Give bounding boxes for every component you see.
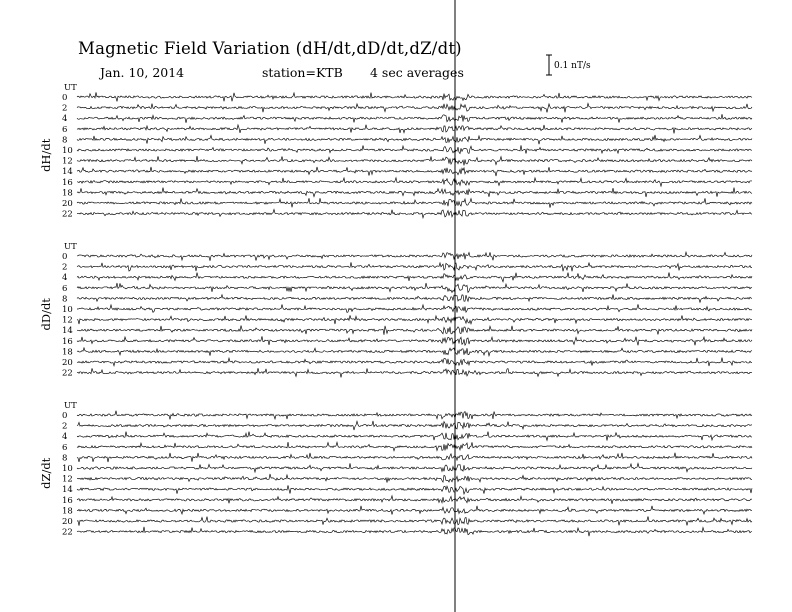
row-tick-label: 14 xyxy=(62,167,73,178)
trace-line xyxy=(77,368,752,377)
trace-line xyxy=(77,516,752,525)
row-tick-label: 22 xyxy=(62,368,73,379)
trace-line xyxy=(77,453,752,462)
station-label: station=KTB xyxy=(262,65,343,80)
row-tick-label: 22 xyxy=(62,209,73,220)
row-tick-label: 20 xyxy=(62,199,73,209)
trace-line xyxy=(77,496,752,504)
row-tick-label: 2 xyxy=(62,262,68,273)
ut-label: UT xyxy=(64,83,77,93)
row-tick-label: 0 xyxy=(62,252,68,262)
trace-line xyxy=(77,273,752,282)
trace-line xyxy=(77,442,752,451)
trace-line xyxy=(77,167,752,176)
trace-line xyxy=(77,295,752,303)
ut-label: UT xyxy=(64,242,77,252)
trace-line xyxy=(77,114,752,123)
trace-line xyxy=(77,178,752,186)
row-tick-label: 10 xyxy=(62,146,73,156)
row-tick-label: 6 xyxy=(62,124,68,135)
row-tick-label: 12 xyxy=(62,156,73,167)
row-tick-label: 4 xyxy=(62,273,68,284)
row-tick-label: 0 xyxy=(62,93,68,103)
trace-line xyxy=(77,326,752,335)
trace-line xyxy=(77,474,752,483)
row-tick-label: 22 xyxy=(62,527,73,538)
trace-line xyxy=(77,527,752,536)
date-label: Jan. 10, 2014 xyxy=(100,65,185,80)
ut-label: UT xyxy=(64,401,77,411)
trace-line xyxy=(77,315,752,324)
row-tick-label: 20 xyxy=(62,358,73,368)
trace-line xyxy=(77,156,752,165)
trace-line xyxy=(77,463,752,472)
row-tick-label: 14 xyxy=(62,485,73,496)
row-tick-label: 20 xyxy=(62,517,73,527)
trace-line xyxy=(77,188,752,197)
trace-line xyxy=(77,421,752,430)
trace-line xyxy=(77,252,752,261)
row-tick-label: 4 xyxy=(62,432,68,443)
row-tick-label: 18 xyxy=(62,188,73,199)
trace-line xyxy=(77,411,752,420)
row-tick-label: 2 xyxy=(62,103,68,114)
row-tick-label: 8 xyxy=(62,135,68,146)
row-tick-label: 8 xyxy=(62,294,68,305)
trace-line xyxy=(77,125,752,134)
chart-title: Magnetic Field Variation (dH/dt,dD/dt,dZ/dt) xyxy=(78,39,462,58)
row-tick-label: 16 xyxy=(62,177,73,188)
row-tick-label: 18 xyxy=(62,506,73,517)
row-tick-label: 8 xyxy=(62,453,68,464)
row-tick-label: 2 xyxy=(62,421,68,432)
trace-line xyxy=(77,336,752,345)
trace-line xyxy=(77,209,752,217)
trace-line xyxy=(77,198,752,208)
trace-line xyxy=(77,358,752,367)
row-tick-label: 14 xyxy=(62,326,73,337)
row-tick-label: 12 xyxy=(62,315,73,326)
row-tick-label: 4 xyxy=(62,114,68,125)
panels xyxy=(39,83,752,538)
row-tick-label: 10 xyxy=(62,464,73,474)
row-tick-label: 16 xyxy=(62,336,73,347)
trace-line xyxy=(77,283,752,293)
row-tick-label: 6 xyxy=(62,283,68,294)
panel-ylabel: dZ/dt xyxy=(39,457,53,489)
panel-ylabel: dH/dt xyxy=(39,138,53,172)
trace-line xyxy=(77,145,752,153)
scale-bar-label: 0.1 nT/s xyxy=(554,61,591,71)
row-tick-label: 6 xyxy=(62,442,68,453)
trace-line xyxy=(77,135,752,144)
row-tick-label: 0 xyxy=(62,411,68,421)
trace-line xyxy=(77,432,752,441)
trace-line xyxy=(77,348,752,356)
trace-line xyxy=(77,506,752,515)
row-tick-label: 16 xyxy=(62,495,73,506)
row-tick-label: 12 xyxy=(62,474,73,485)
row-tick-label: 10 xyxy=(62,305,73,315)
averaging-label: 4 sec averages xyxy=(370,65,464,80)
trace-line xyxy=(77,103,752,112)
trace-line xyxy=(77,262,752,271)
row-tick-label: 18 xyxy=(62,347,73,358)
panel-ylabel: dD/dt xyxy=(39,298,53,331)
trace-line xyxy=(77,485,752,494)
trace-line xyxy=(77,92,752,101)
trace-line xyxy=(77,304,752,312)
